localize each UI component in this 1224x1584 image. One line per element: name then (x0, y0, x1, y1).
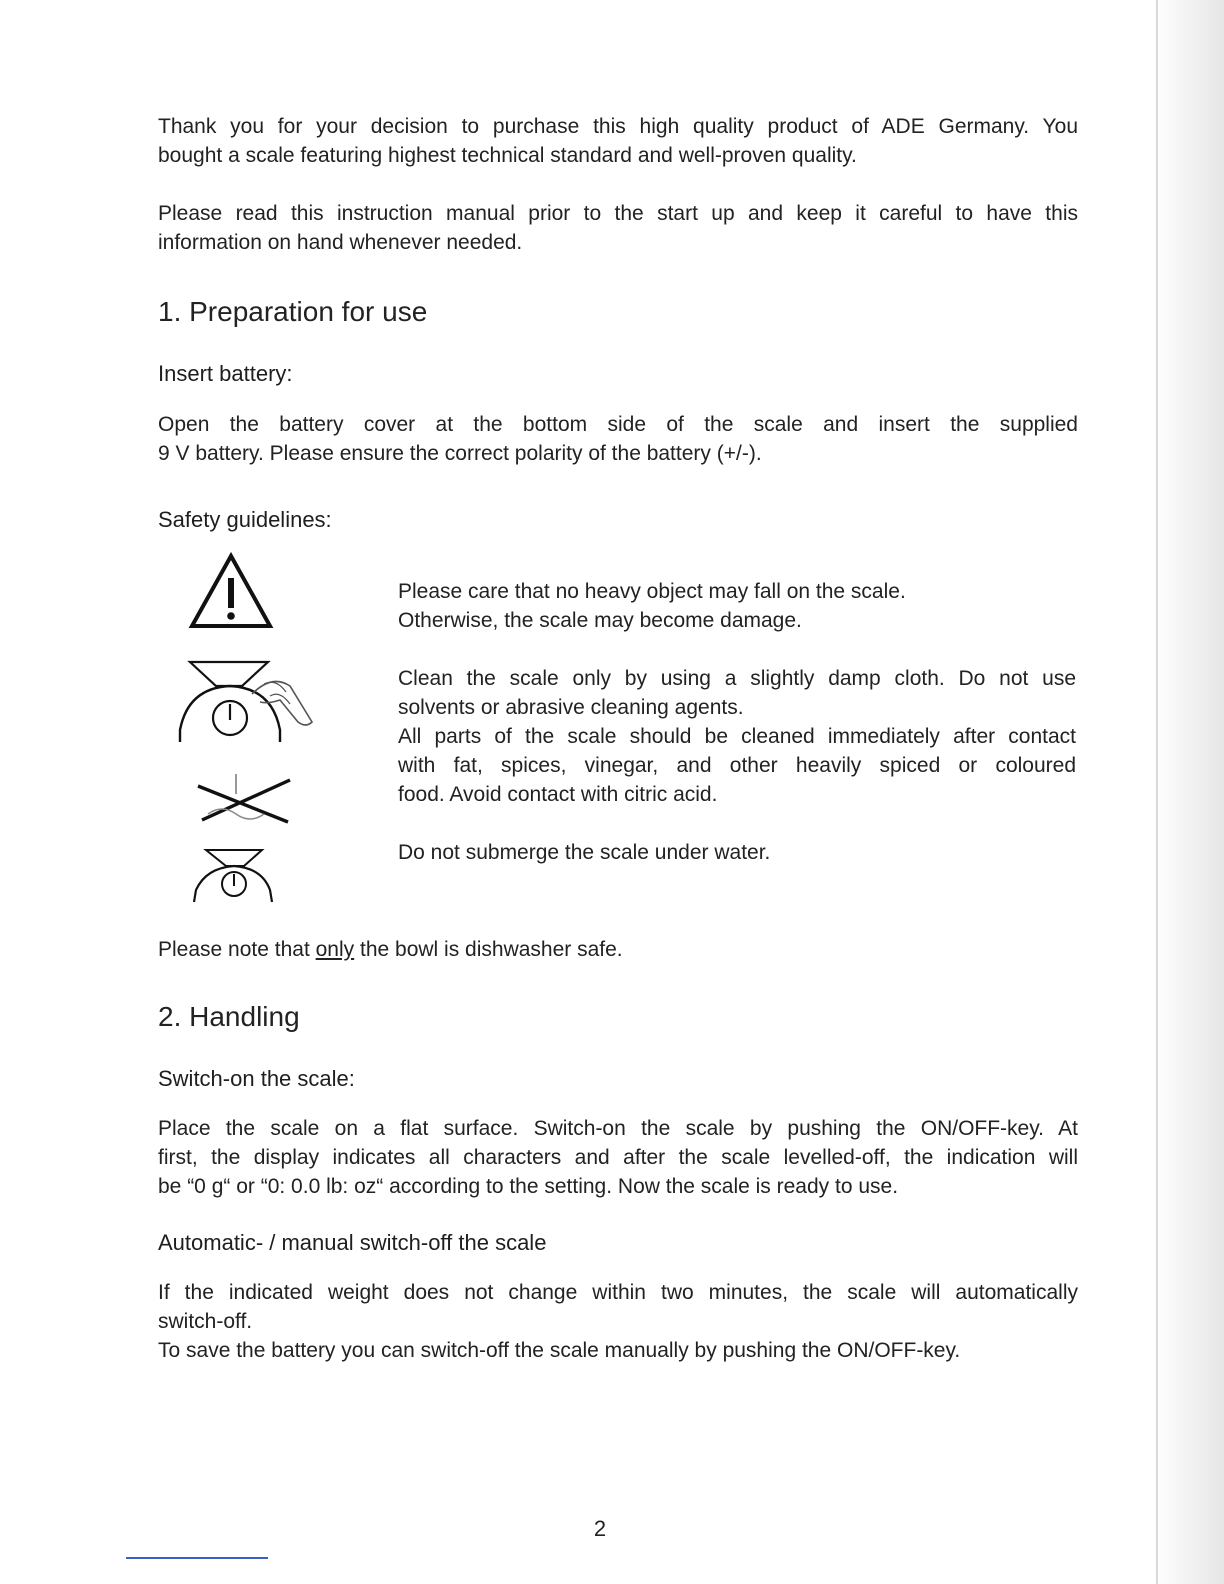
safety-3-line-1: Do not submerge the scale under water. (398, 841, 771, 864)
safety-1-line-1: Please care that no heavy object may fall on the scale. (398, 580, 906, 603)
switch-off-line-1: If the indicated weight does not change within two minutes, the scale will automatically (158, 1281, 1078, 1304)
section-2-heading: 2. Handling (158, 1001, 300, 1032)
safety-2-line-4: with fat, spices, vinegar, and other heavily spiced or coloured (398, 754, 1076, 777)
switch-off-text (158, 1278, 1078, 1365)
dishwasher-emphasis: only (315, 938, 355, 961)
intro-paragraph-1 (158, 112, 1078, 170)
footer-rule (126, 1557, 268, 1559)
safety-1-line-2: Otherwise, the scale may become damage. (398, 609, 802, 632)
intro-p1-line-2: bought a scale featuring highest technical standard and well-proven quality. (158, 144, 857, 167)
insert-battery-text (158, 410, 1078, 468)
scale-cleaning-icon (172, 656, 318, 750)
scan-edge-line (1156, 0, 1158, 1584)
intro-p1-line-1: Thank you for your decision to purchase this high quality product of ADE Germany. You (158, 115, 1078, 138)
intro-paragraph-2 (158, 199, 1078, 257)
safety-item-water (398, 838, 1058, 867)
dishwasher-text-after: the bowl is dishwasher safe. (354, 938, 623, 961)
switch-off-line-2: switch-off. (158, 1310, 253, 1333)
switch-on-line-2: first, the display indicates all characters and after the scale levelled-off, the indication will (158, 1146, 1078, 1169)
safety-2-line-3: All parts of the scale should be cleaned immediately after contact (398, 725, 1076, 748)
switch-on-text (158, 1114, 1078, 1201)
section-1-heading: 1. Preparation for use (158, 296, 428, 327)
switch-on-heading: Switch-on the scale: (158, 1066, 355, 1091)
switch-off-heading: Automatic- / manual switch-off the scale (158, 1230, 547, 1255)
intro-p2-line-2: information on hand whenever needed. (158, 231, 523, 254)
switch-on-line-1: Place the scale on a flat surface. Switch-on the scale by pushing the ON/OFF-key. At (158, 1117, 1078, 1140)
scan-shadow (1154, 0, 1224, 1584)
safety-2-line-1: Clean the scale only by using a slightly damp cloth. Do not use (398, 667, 1076, 690)
switch-on-line-3: be “0 g“ or “0: 0.0 lb: oz“ according to the setting. Now the scale is ready to use. (158, 1175, 899, 1198)
intro-p2-line-1: Please read this instruction manual prior to the start up and keep it careful to have this (158, 202, 1078, 225)
battery-line-1: Open the battery cover at the bottom side of the scale and insert the supplied (158, 413, 1078, 436)
switch-off-line-3: To save the battery you can switch-off the scale manually by pushing the ON/OFF-key. (158, 1339, 961, 1362)
safety-2-line-2: solvents or abrasive cleaning agents. (398, 696, 744, 719)
page-number: 2 (593, 1516, 607, 1541)
safety-item-heavy-object (398, 577, 1058, 635)
safety-2-line-5: food. Avoid contact with citric acid. (398, 783, 718, 806)
no-water-submerge-icon (176, 770, 300, 908)
warning-triangle-icon (186, 550, 276, 632)
safety-item-cleaning (398, 664, 1076, 809)
battery-line-2: 9 V battery. Please ensure the correct polarity of the battery (+/-). (158, 442, 762, 465)
safety-guidelines-heading: Safety guidelines: (158, 507, 332, 532)
dishwasher-text-before: Please note that (158, 938, 316, 961)
dishwasher-note (158, 935, 1078, 964)
insert-battery-heading: Insert battery: (158, 361, 293, 386)
